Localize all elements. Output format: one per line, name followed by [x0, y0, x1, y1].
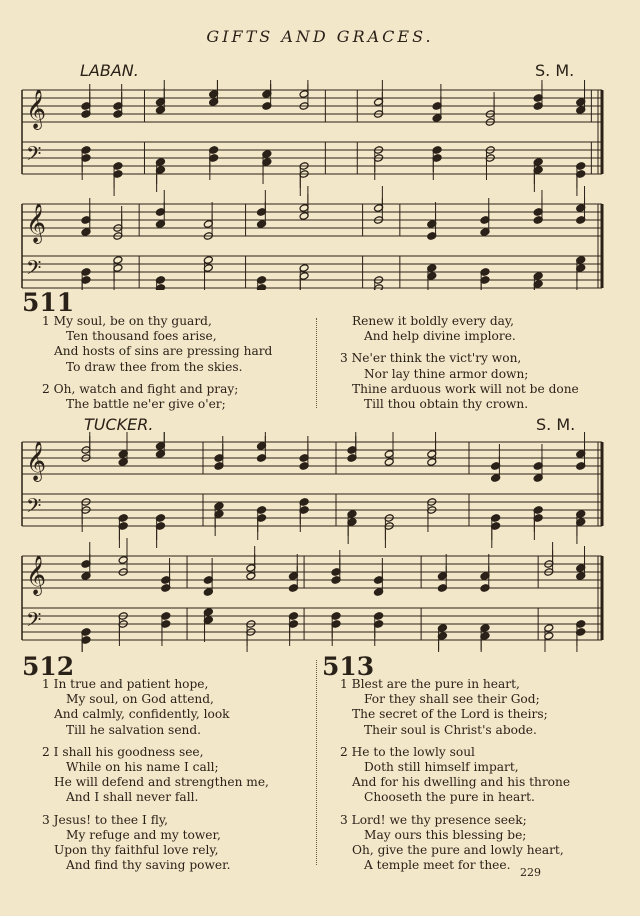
verse-line: Doth still himself impart, — [364, 760, 519, 775]
page-number: 229 — [520, 866, 541, 879]
hymn-513-verses — [340, 677, 570, 873]
tune-name-tucker: TUCKER. — [84, 415, 154, 434]
verse-line: Till he salvation send. — [66, 722, 202, 737]
verse-line: 2 Oh, watch and fight and pray; — [42, 381, 239, 396]
hymn-512-verses — [42, 677, 269, 873]
verse-line: Ten thousand foes arise, — [66, 329, 217, 344]
verse-line: Their soul is Christ's abode. — [364, 722, 537, 737]
verse-line: For they shall see their God; — [364, 692, 540, 707]
verse-line: 3 Jesus! to thee I fly, — [42, 812, 168, 827]
verse-line: And help divine implore. — [364, 329, 516, 344]
verse-line: My refuge and my tower, — [66, 827, 221, 842]
bass-clef-icon: 𝄢 — [26, 608, 42, 636]
hymn-511-verses-right — [340, 314, 579, 412]
verse-line: 1 In true and patient hope, — [42, 677, 209, 691]
bass-clef-icon: 𝄢 — [26, 142, 42, 170]
music-system — [0, 80, 640, 290]
verse-line: He will defend and strengthen me, — [54, 775, 269, 790]
bass-clef-icon: 𝄢 — [26, 256, 42, 284]
treble-clef-icon: 𝄞 — [26, 89, 47, 129]
treble-clef-icon: 𝄞 — [26, 203, 47, 243]
verse-line: And hosts of sins are pressing hard — [54, 344, 273, 359]
verse-line: The secret of the Lord is theirs; — [352, 707, 548, 722]
column-divider — [316, 318, 317, 408]
verse-line: 1 My soul, be on thy guard, — [42, 314, 212, 328]
hymn-511-verses-left — [42, 314, 272, 412]
verse-line: And for his dwelling and his throne — [352, 775, 571, 790]
hymn-number: 511 — [22, 288, 75, 317]
verse-line: My soul, on God attend, — [66, 692, 214, 707]
verse-line: Oh, give the pure and lowly heart, — [352, 843, 564, 858]
verse-line: Renew it boldly every day, — [352, 314, 515, 328]
verse-line: And calmly, confidently, look — [54, 707, 230, 722]
verse-line: 2 I shall his goodness see, — [42, 744, 204, 759]
verse-line: Chooseth the pure in heart. — [364, 790, 535, 805]
verse-line: While on his name I call; — [66, 760, 219, 775]
verse-line: A temple meet for thee. — [364, 858, 511, 873]
hymn-number: 513 — [322, 652, 375, 681]
verse-line: And find thy saving power. — [66, 858, 231, 873]
verse-line: Thine arduous work will not be done — [352, 381, 579, 396]
hymn-number: 512 — [22, 652, 75, 681]
verse-line: Till thou obtain thy crown. — [364, 397, 529, 412]
treble-clef-icon: 𝄞 — [26, 441, 47, 481]
bass-clef-icon: 𝄢 — [26, 494, 42, 522]
verse-line: May ours this blessing be; — [364, 827, 527, 842]
verse-line: The battle ne'er give o'er; — [66, 397, 226, 412]
verse-line: And I shall never fall. — [66, 790, 199, 805]
music-system — [0, 432, 640, 652]
verse-line: Nor lay thine armor down; — [364, 366, 529, 381]
verse-line: 2 He to the lowly soul — [340, 744, 475, 759]
tune-meter-laban: S. M. — [535, 61, 575, 80]
tune-name-laban: LABAN. — [80, 61, 139, 80]
tune-meter-tucker: S. M. — [536, 415, 576, 434]
verse-line: 3 Ne'er think the vict'ry won, — [340, 351, 522, 366]
verse-line: 3 Lord! we thy presence seek; — [340, 812, 527, 827]
verse-line: To draw thee from the skies. — [66, 359, 243, 374]
verse-line: Upon thy faithful love rely, — [54, 843, 219, 858]
treble-clef-icon: 𝄞 — [26, 555, 47, 595]
column-divider — [316, 660, 317, 865]
page-header: GIFTS AND GRACES. — [206, 27, 434, 46]
verse-line: 1 Blest are the pure in heart, — [340, 677, 520, 691]
